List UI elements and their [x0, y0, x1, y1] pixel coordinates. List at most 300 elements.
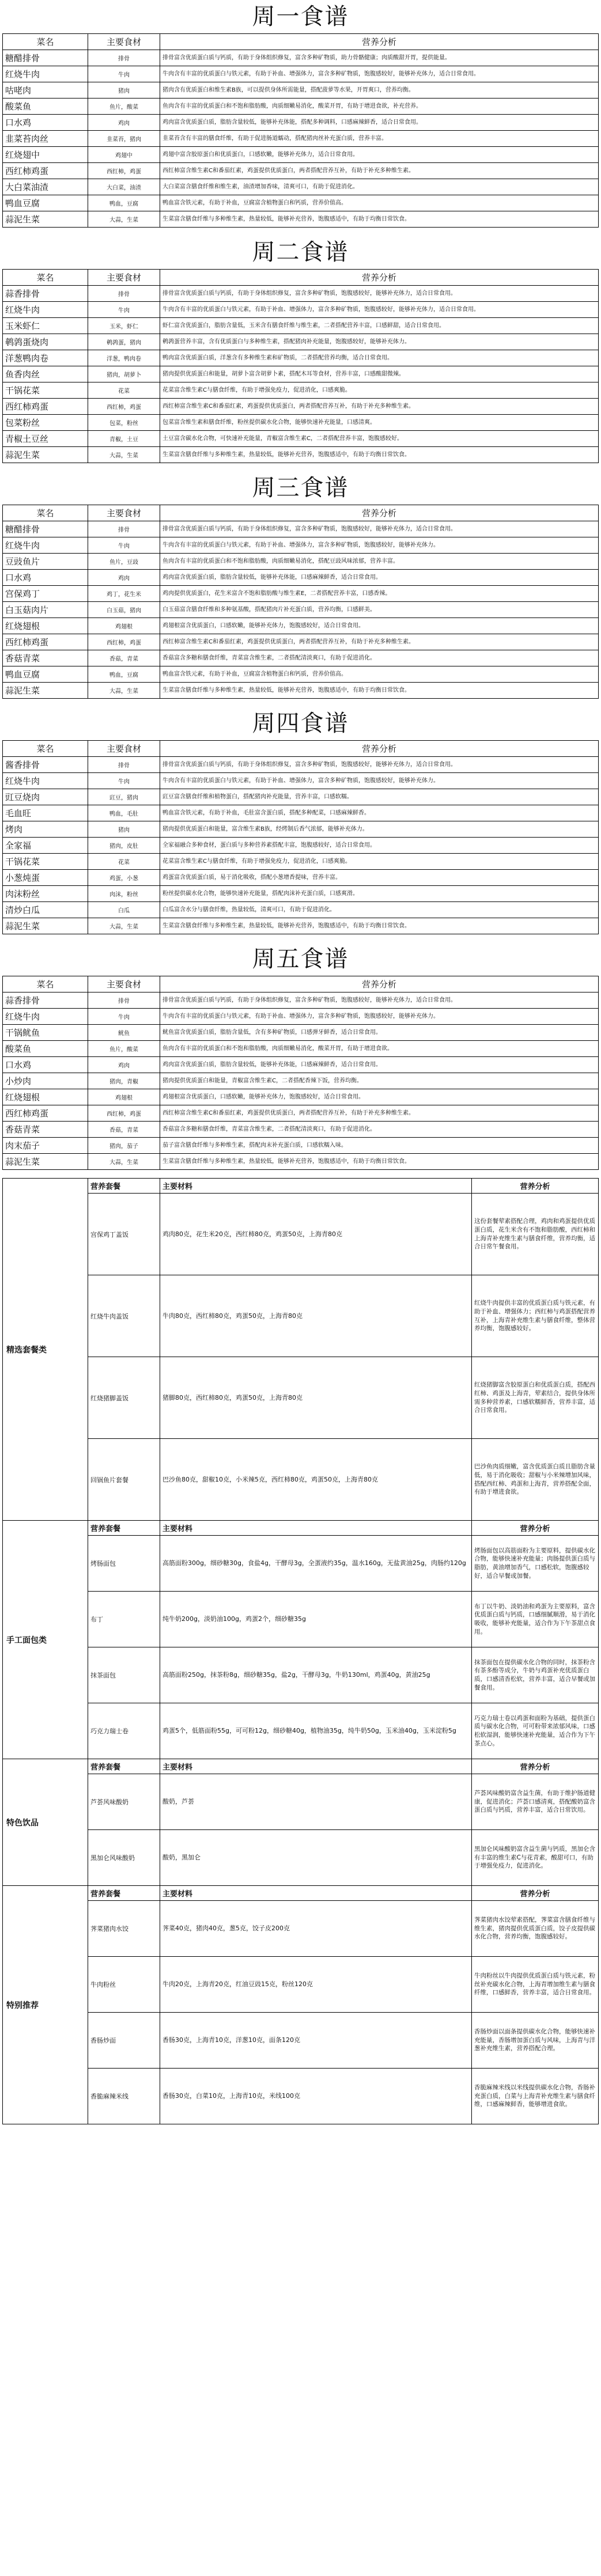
daily-menu-table: [2, 33, 599, 228]
table-row: [3, 415, 599, 431]
dish-nutrition: 大白菜富含膳食纤维和维生素，油渣增加香味，清爽可口，有助于促进消化。: [160, 179, 599, 195]
table-row: [3, 1957, 599, 2013]
table-row: [3, 1089, 599, 1105]
dish-name: 宫保鸡丁: [3, 586, 88, 602]
dish-nutrition: 鱼肉含有丰富的优质蛋白和不饱和脂肪酸，肉质细嫩易消化，酸菜开胃，有助于增进食欲，补充营养。: [160, 99, 599, 115]
dish-nutrition: 虾仁富含优质蛋白，脂肪含量低，玉米含有膳食纤维与维生素，二者搭配营养丰富，口感鲜甜，适合日常食用。: [160, 318, 599, 334]
set-nutrition: 芦荟风味酸奶富含益生菌，有助于维护肠道健康，促进消化；芦荟口感清爽，搭配酸奶富含蛋白质与钙质，营养丰富，适合日常饮用。: [472, 1774, 599, 1830]
table-row: [3, 1041, 599, 1057]
dish-name: 蒜泥生菜: [3, 1154, 88, 1170]
dish-ingredients: 鱿鱼: [88, 1025, 160, 1041]
dish-ingredients: 牛肉: [88, 66, 160, 82]
dish-nutrition: 西红柿富含维生素C和番茄红素，鸡蛋提供优质蛋白，两者搭配营养互补，有助于补充多种维生素。: [160, 634, 599, 650]
dish-nutrition: 香菇富含多糖和膳食纤维，青菜富含维生素，二者搭配清淡爽口，有助于促进消化。: [160, 650, 599, 666]
table-row: [3, 757, 599, 773]
set-materials: 牛肉20克，上海青20克，红油豆豉15克，粉丝120克: [160, 1957, 472, 2013]
set-name: 宫保鸡丁盖饭: [88, 1194, 160, 1275]
dish-ingredients: 排骨: [88, 521, 160, 537]
dish-nutrition: 全家福融合多种食材，蛋白质与多种营养素搭配丰富，饱腹感较好，适合日常食用。: [160, 838, 599, 854]
table-row: [3, 570, 599, 586]
table-header-row: [3, 976, 599, 992]
dish-nutrition: 排骨富含优质蛋白质与钙质，有助于身体组织修复，富含多种矿物质，饱腹感较好，能够补充体力，适合日常食用。: [160, 521, 599, 537]
set-nutrition: 香肠炒面以面条提供碳水化合物，能够快速补充能量，香肠增加蛋白质与风味，上海青与洋葱补充维生素，营养搭配合理。: [472, 2013, 599, 2069]
table-row: [3, 447, 599, 463]
daily-menu-table: [2, 505, 599, 699]
dish-name: 蒜泥生菜: [3, 211, 88, 228]
set-materials: 酸奶，芦荟: [160, 1774, 472, 1830]
dish-ingredients: 鱼片，酸菜: [88, 99, 160, 115]
table-row: [3, 1009, 599, 1025]
dish-ingredients: 牛肉: [88, 773, 160, 789]
dish-name: 大白菜油渣: [3, 179, 88, 195]
table-row: [3, 99, 599, 115]
dish-nutrition: 白瓜富含水分与膳食纤维，热量较低，清爽可口，有助于促进消化。: [160, 902, 599, 918]
table-row: [3, 66, 599, 82]
dish-nutrition: 排骨富含优质蛋白质与钙质，有助于身体组织修复，富含多种矿物质，助力骨骼健康；肉质酸甜开胃，提供能量。: [160, 50, 599, 66]
dish-ingredients: 猪肉: [88, 82, 160, 99]
table-row: [3, 666, 599, 683]
header-ingredients: 主要食材: [88, 270, 160, 286]
dish-nutrition: 猪肉提供优质蛋白和能量，富含维生素B族，经烤制后香气浓郁，能够补充体力。: [160, 821, 599, 838]
dish-nutrition: 鸭血富含铁元素，有助于补血，豆腐富含植物蛋白和钙质，营养价值高。: [160, 666, 599, 683]
table-row: [3, 602, 599, 618]
set-name: 香脆麻辣米线: [88, 2069, 160, 2124]
dish-ingredients: 韭菜苔，猪肉: [88, 131, 160, 147]
dish-name: 青椒土豆丝: [3, 431, 88, 447]
set-nutrition: 荠菜猪肉水饺荤素搭配，荠菜富含膳食纤维与维生素，猪肉提供优质蛋白质，饺子皮提供碳水化合物，营养均衡，饱腹感较好。: [472, 1901, 599, 1957]
dish-name: 洋葱鸭肉卷: [3, 350, 88, 366]
dish-nutrition: 生菜富含膳食纤维与多种维生素，热量较低，能够补充营养，饱腹感适中，有助于均衡日常饮食。: [160, 447, 599, 463]
dish-ingredients: 大蒜，生菜: [88, 211, 160, 228]
dish-ingredients: 西红柿，鸡蛋: [88, 634, 160, 650]
table-row: [3, 634, 599, 650]
table-row: [3, 1647, 599, 1703]
dish-name: 西红柿鸡蛋: [3, 399, 88, 415]
dish-name: 香菇青菜: [3, 650, 88, 666]
daily-menu-table: [2, 740, 599, 934]
set-nutrition: 巧克力瑞士卷以鸡蛋和面粉为基础，提供蛋白质与碳水化合物，可可粉带来浓郁风味，口感松软湿润，能够快速补充能量，适合作为下午茶点心。: [472, 1703, 599, 1759]
dish-ingredients: 排骨: [88, 286, 160, 302]
dish-nutrition: 粉丝提供碳水化合物，能够快速补充能量，搭配肉沫补充蛋白质，口感爽滑。: [160, 886, 599, 902]
header-materials: 主要材料: [160, 1179, 472, 1194]
dish-name: 酱香排骨: [3, 757, 88, 773]
dish-ingredients: 大蒜，生菜: [88, 447, 160, 463]
dish-ingredients: 牛肉: [88, 302, 160, 318]
special-menu-table: [2, 1178, 599, 2124]
table-row: [3, 1830, 599, 1886]
dish-ingredients: 玉米，虾仁: [88, 318, 160, 334]
daily-menu-table: [2, 976, 599, 1170]
dish-ingredients: 鹌鹑蛋，猪肉: [88, 334, 160, 350]
dish-name: 鱼香肉丝: [3, 366, 88, 382]
dish-ingredients: 猪肉，青椒: [88, 1073, 160, 1089]
dish-ingredients: 猪肉，皮肚: [88, 838, 160, 854]
dish-name: 红烧牛肉: [3, 773, 88, 789]
dish-ingredients: 鸭血，毛肚: [88, 805, 160, 821]
dish-name: 红烧翅根: [3, 1089, 88, 1105]
dish-name: 玉米虾仁: [3, 318, 88, 334]
dish-nutrition: 鸡肉富含优质蛋白质，脂肪含量较低，能够补充体能，口感麻辣鲜香，适合日常食用。: [160, 570, 599, 586]
table-row: [3, 870, 599, 886]
dish-ingredients: 牛肉: [88, 1009, 160, 1025]
dish-ingredients: 西红柿，鸡蛋: [88, 399, 160, 415]
dish-nutrition: 牛肉含有丰富的优质蛋白与铁元素，有助于补血、增强体力，富含多种矿物质，饱腹感较好，能够补充体力。: [160, 1009, 599, 1025]
header-ingredients: 主要食材: [88, 976, 160, 992]
header-nutrition: 营养分析: [160, 270, 599, 286]
header-nutrition: 营养分析: [160, 976, 599, 992]
table-row: [3, 1357, 599, 1439]
header-materials: 主要材料: [160, 1759, 472, 1774]
section-header-row: [3, 1521, 599, 1536]
table-row: [3, 115, 599, 131]
dish-name: 红烧翅中: [3, 147, 88, 163]
set-materials: 巴沙鱼80克，甜椒10克，小米辣5克，西红柿80克，鸡蛋50克，上海青80克: [160, 1439, 472, 1521]
header-dish: 菜名: [3, 976, 88, 992]
dish-ingredients: 大蒜，生菜: [88, 683, 160, 699]
header-ingredients: 主要食材: [88, 505, 160, 521]
set-materials: 酸奶，黑加仑: [160, 1830, 472, 1886]
table-row: [3, 683, 599, 699]
dish-ingredients: 大蒜，生菜: [88, 918, 160, 934]
dish-name: 蒜泥生菜: [3, 447, 88, 463]
dish-ingredients: 香菇，青菜: [88, 1122, 160, 1138]
dish-ingredients: 西红柿，鸡蛋: [88, 1105, 160, 1122]
set-name: 牛肉粉丝: [88, 1957, 160, 2013]
dish-ingredients: 大蒜，生菜: [88, 1154, 160, 1170]
dish-ingredients: 豇豆，猪肉: [88, 789, 160, 805]
dish-ingredients: 白玉菇，猪肉: [88, 602, 160, 618]
set-nutrition: 红烧牛肉提供丰富的优质蛋白质与铁元素，有助于补血、增强体力；西红柿与鸡蛋搭配营养互补，上海青补充维生素与膳食纤维，整体营养均衡，饱腹感较好。: [472, 1275, 599, 1357]
header-dish: 菜名: [3, 505, 88, 521]
dish-ingredients: 鸡肉: [88, 570, 160, 586]
table-row: [3, 918, 599, 934]
table-row: [3, 1194, 599, 1275]
table-row: [3, 147, 599, 163]
table-row: [3, 366, 599, 382]
dish-nutrition: 香菇富含多糖和膳食纤维，青菜富含维生素，二者搭配清淡爽口，有助于促进消化。: [160, 1122, 599, 1138]
dish-name: 红烧翅根: [3, 618, 88, 634]
set-name: 烤肠面包: [88, 1536, 160, 1592]
table-row: [3, 821, 599, 838]
table-header-row: [3, 34, 599, 50]
set-nutrition: 抹茶面包在提供碳水化合物的同时，抹茶粉含有茶多酚等成分，牛奶与鸡蛋补充优质蛋白质，口感清香松软，营养丰富，适合早餐或加餐食用。: [472, 1647, 599, 1703]
table-row: [3, 382, 599, 399]
dish-name: 白玉菇肉片: [3, 602, 88, 618]
dish-name: 红烧牛肉: [3, 1009, 88, 1025]
table-row: [3, 2013, 599, 2069]
table-row: [3, 195, 599, 211]
table-row: [3, 992, 599, 1009]
dish-name: 咕咾肉: [3, 82, 88, 99]
dish-nutrition: 西红柿富含维生素C和番茄红素，鸡蛋提供优质蛋白，两者搭配营养互补，有助于补充多种维生素。: [160, 399, 599, 415]
table-row: [3, 1057, 599, 1073]
day-title: 周二食谱: [252, 239, 349, 266]
table-row: [3, 886, 599, 902]
dish-nutrition: 鸡蛋富含优质蛋白质，易于消化吸收，搭配小葱增香提味，营养丰富。: [160, 870, 599, 886]
set-nutrition: 香脆麻辣米线以米线提供碳水化合物，香肠补充蛋白质，白菜与上海青补充维生素与膳食纤维，口感麻辣鲜香，能够增进食欲。: [472, 2069, 599, 2124]
header-set-name: 营养套餐: [88, 1179, 160, 1194]
dish-nutrition: 西红柿富含维生素C和番茄红素，鸡蛋提供优质蛋白，两者搭配营养互补，有助于补充多种维生素。: [160, 1105, 599, 1122]
dish-name: 干锅花菜: [3, 854, 88, 870]
dish-name: 干锅花菜: [3, 382, 88, 399]
dish-ingredients: 肉沫，粉丝: [88, 886, 160, 902]
table-row: [3, 350, 599, 366]
dish-ingredients: 鸡翅中: [88, 147, 160, 163]
table-row: [3, 773, 599, 789]
table-row: [3, 2069, 599, 2124]
set-nutrition: 烤肠面包以高筋面粉为主要原料，提供碳水化合物，能够快速补充能量；肉肠提供蛋白质与脂肪，黄油增加香气，口感松软，饱腹感较好，适合早餐或加餐。: [472, 1536, 599, 1592]
dish-nutrition: 生菜富含膳食纤维与多种维生素，热量较低，能够补充营养，饱腹感适中，有助于均衡日常饮食。: [160, 683, 599, 699]
dish-nutrition: 韭菜苔含有丰富的膳食纤维，有助于促进肠道蠕动，搭配猪肉丝补充蛋白质，营养丰富。: [160, 131, 599, 147]
table-header-row: [3, 505, 599, 521]
dish-nutrition: 生菜富含膳食纤维与多种维生素，热量较低，能够补充营养，饱腹感适中，有助于均衡日常饮食。: [160, 1154, 599, 1170]
table-row: [3, 1105, 599, 1122]
dish-name: 口水鸡: [3, 570, 88, 586]
section-header-row: [3, 1759, 599, 1774]
section-category: 特别推荐: [3, 1886, 88, 2124]
dish-name: 糖醋排骨: [3, 50, 88, 66]
table-header-row: [3, 741, 599, 757]
dish-ingredients: 鸭血，豆腐: [88, 666, 160, 683]
set-name: 红烧猪脚盖饭: [88, 1357, 160, 1439]
dish-name: 小炒肉: [3, 1073, 88, 1089]
dish-ingredients: 排骨: [88, 992, 160, 1009]
dish-name: 糖醋排骨: [3, 521, 88, 537]
table-row: [3, 618, 599, 634]
dish-name: 蒜泥生菜: [3, 918, 88, 934]
header-dish: 菜名: [3, 34, 88, 50]
dish-name: 全家福: [3, 838, 88, 854]
table-row: [3, 1536, 599, 1592]
dish-nutrition: 牛肉含有丰富的优质蛋白与铁元素，有助于补血、增强体力，富含多种矿物质，饱腹感较好，能够补充体力。: [160, 537, 599, 554]
dish-ingredients: 鸡翅根: [88, 618, 160, 634]
section-category: 手工面包类: [3, 1521, 88, 1759]
dish-ingredients: 鱼片，豆豉: [88, 554, 160, 570]
set-name: 香肠炒面: [88, 2013, 160, 2069]
dish-nutrition: 西红柿富含维生素C和番茄红素，鸡蛋提供优质蛋白，两者搭配营养互补，有助于补充多种维生素。: [160, 163, 599, 179]
table-row: [3, 1275, 599, 1357]
table-row: [3, 211, 599, 228]
dish-name: 蒜香排骨: [3, 286, 88, 302]
header-nutrition: 营养分析: [160, 741, 599, 757]
dish-name: 口水鸡: [3, 115, 88, 131]
header-nutrition: 营养分析: [160, 34, 599, 50]
header-ingredients: 主要食材: [88, 741, 160, 757]
table-row: [3, 1439, 599, 1521]
dish-name: 红烧牛肉: [3, 537, 88, 554]
dish-nutrition: 鸡翅根富含优质蛋白，口感软嫩，能够补充体力，饱腹感较好，适合日常食用。: [160, 1089, 599, 1105]
dish-nutrition: 鸡肉提供优质蛋白，花生米富含不饱和脂肪酸与维生素E，二者搭配营养丰富，口感香辣。: [160, 586, 599, 602]
table-row: [3, 1592, 599, 1647]
set-name: 芦荟风味酸奶: [88, 1774, 160, 1830]
set-materials: 鸡肉80克，花生米20克，西红柿80克，鸡蛋50克，上海青80克: [160, 1194, 472, 1275]
set-name: 布丁: [88, 1592, 160, 1647]
set-name: 荠菜猪肉水饺: [88, 1901, 160, 1957]
dish-nutrition: 鸡翅中富含胶原蛋白和优质蛋白，口感软嫩，能够补充体力，适合日常食用。: [160, 147, 599, 163]
set-materials: 香肠30克，上海青10克，洋葱10克，面条120克: [160, 2013, 472, 2069]
day-title: 周四食谱: [252, 710, 349, 737]
dish-nutrition: 牛肉含有丰富的优质蛋白与铁元素，有助于补血、增强体力，富含多种矿物质，饱腹感较好，能够补充体力，适合日常食用。: [160, 302, 599, 318]
dish-nutrition: 鸡翅根富含优质蛋白，口感软嫩，能够补充体力，饱腹感较好，适合日常食用。: [160, 618, 599, 634]
dish-ingredients: 猪肉，茄子: [88, 1138, 160, 1154]
dish-name: 酸菜鱼: [3, 99, 88, 115]
dish-nutrition: 鸡肉富含优质蛋白质，脂肪含量较低，能够补充体能，搭配多种调料，口感麻辣鲜香，适合日常食用。: [160, 115, 599, 131]
dish-name: 鹌鹑蛋烧肉: [3, 334, 88, 350]
dish-nutrition: 排骨富含优质蛋白质与钙质，有助于身体组织修复，富含多种矿物质，饱腹感较好，能够补充体力，适合日常食用。: [160, 286, 599, 302]
dish-nutrition: 鱿鱼富含优质蛋白质，脂肪含量低，含有多种矿物质，口感弹牙鲜香，适合日常食用。: [160, 1025, 599, 1041]
table-row: [3, 838, 599, 854]
dish-nutrition: 牛肉含有丰富的优质蛋白与铁元素，有助于补血、增强体力，富含多种矿物质，饱腹感较好，能够补充体力。: [160, 773, 599, 789]
section-category: 特色饮品: [3, 1759, 88, 1886]
header-ingredients: 主要食材: [88, 34, 160, 50]
dish-name: 西红柿鸡蛋: [3, 634, 88, 650]
dish-name: 口水鸡: [3, 1057, 88, 1073]
set-nutrition: 牛肉粉丝以牛肉提供优质蛋白质与铁元素，粉丝补充碳水化合物，上海青增加维生素与膳食纤维，口感鲜香，营养丰富，适合日常食用。: [472, 1957, 599, 2013]
set-name: 红烧牛肉盖饭: [88, 1275, 160, 1357]
set-materials: 鸡蛋5个，低筋面粉55g，可可粉12g，细砂糖40g，植物油35g，纯牛奶50g，玉米油40g，玉米淀粉5g: [160, 1703, 472, 1759]
dish-nutrition: 鸭肉富含优质蛋白质，洋葱含有多种维生素和矿物质，二者搭配营养均衡，适合日常食用。: [160, 350, 599, 366]
dish-ingredients: 花菜: [88, 382, 160, 399]
dish-name: 肉沫粉丝: [3, 886, 88, 902]
table-row: [3, 650, 599, 666]
dish-nutrition: 猪肉含有优质蛋白和维生素B族，可以提供身体所需能量，搭配菠萝等水果，开胃爽口，营养均衡。: [160, 82, 599, 99]
set-nutrition: 红烧猪脚富含胶原蛋白和优质蛋白质，搭配西红柿、鸡蛋及上海青，荤素结合，提供身体所需多种营养素，口感软糯鲜香，营养丰富，适合日常食用。: [472, 1357, 599, 1439]
table-row: [3, 431, 599, 447]
table-row: [3, 1774, 599, 1830]
set-nutrition: 布丁以牛奶、淡奶油和鸡蛋为主要原料，富含优质蛋白质与钙质，口感细腻顺滑，易于消化吸收，能够补充能量，适合作为下午茶甜点食用。: [472, 1592, 599, 1647]
set-nutrition: 黑加仑风味酸奶富含益生菌与钙质，黑加仑含有丰富的维生素C与花青素，酸甜可口，有助于增强免疫力，促进消化。: [472, 1830, 599, 1886]
table-row: [3, 179, 599, 195]
dish-nutrition: 土豆富含碳水化合物，可快速补充能量，青椒富含维生素C，二者搭配营养丰富，饱腹感较好。: [160, 431, 599, 447]
set-name: 回锅鱼片套餐: [88, 1439, 160, 1521]
set-materials: 高筋面粉250g，抹茶粉8g，细砂糖35g，盐2g，干酵母3g，牛奶130ml，鸡蛋40g，黄油25g: [160, 1647, 472, 1703]
dish-ingredients: 大白菜，油渣: [88, 179, 160, 195]
set-materials: 高筋面粉300g，细砂糖30g，食盐4g，干酵母3g，全蛋液约35g，温水160g，无盐黄油25g，肉肠约120g: [160, 1536, 472, 1592]
dish-name: 肉末茄子: [3, 1138, 88, 1154]
table-row: [3, 1703, 599, 1759]
table-row: [3, 1901, 599, 1957]
header-set-name: 营养套餐: [88, 1521, 160, 1536]
dish-ingredients: 青椒，土豆: [88, 431, 160, 447]
header-nutrition: 营养分析: [472, 1521, 599, 1536]
dish-nutrition: 白玉菇富含膳食纤维和多种氨基酸，搭配猪肉片补充蛋白质，营养均衡，口感鲜美。: [160, 602, 599, 618]
table-row: [3, 521, 599, 537]
header-nutrition: 营养分析: [472, 1179, 599, 1194]
dish-nutrition: 鱼肉含有丰富的优质蛋白和不饱和脂肪酸，肉质细嫩易消化，搭配豆豉风味浓郁，营养丰富。: [160, 554, 599, 570]
table-row: [3, 789, 599, 805]
daily-menu-table: [2, 269, 599, 463]
dish-name: 红烧牛肉: [3, 66, 88, 82]
dish-name: 毛血旺: [3, 805, 88, 821]
header-materials: 主要材料: [160, 1521, 472, 1536]
dish-ingredients: 白瓜: [88, 902, 160, 918]
table-row: [3, 50, 599, 66]
table-row: [3, 1154, 599, 1170]
dish-ingredients: 西红柿，鸡蛋: [88, 163, 160, 179]
dish-nutrition: 生菜富含膳食纤维与多种维生素，热量较低，能够补充营养，饱腹感适中，有助于均衡日常饮食。: [160, 918, 599, 934]
dish-name: 鸭血豆腐: [3, 666, 88, 683]
dish-ingredients: 鸡肉: [88, 1057, 160, 1073]
set-nutrition: 这份套餐荤素搭配合理，鸡肉和鸡蛋提供优质蛋白质，花生米含有不饱和脂肪酸，西红柿和上海青补充维生素与膳食纤维，营养均衡，适合日常午餐食用。: [472, 1194, 599, 1275]
set-nutrition: 巴沙鱼肉质细嫩，富含优质蛋白质且脂肪含量低，易于消化吸收；甜椒与小米辣增加风味，搭配西红柿、鸡蛋和上海青，营养搭配全面，有助于增进食欲。: [472, 1439, 599, 1521]
dish-name: 烤肉: [3, 821, 88, 838]
dish-name: 蒜泥生菜: [3, 683, 88, 699]
dish-name: 鸭血豆腐: [3, 195, 88, 211]
table-row: [3, 902, 599, 918]
dish-name: 香菇青菜: [3, 1122, 88, 1138]
table-row: [3, 82, 599, 99]
dish-name: 红烧牛肉: [3, 302, 88, 318]
table-row: [3, 854, 599, 870]
dish-nutrition: 生菜富含膳食纤维与多种维生素，热量较低，能够补充营养，饱腹感适中，有助于均衡日常饮食。: [160, 211, 599, 228]
header-nutrition: 营养分析: [160, 505, 599, 521]
dish-name: 韭菜苔肉丝: [3, 131, 88, 147]
table-row: [3, 1122, 599, 1138]
dish-name: 包菜粉丝: [3, 415, 88, 431]
table-row: [3, 131, 599, 147]
dish-ingredients: 鸭血，豆腐: [88, 195, 160, 211]
dish-name: 清炒白瓜: [3, 902, 88, 918]
table-row: [3, 163, 599, 179]
dish-ingredients: 鸡肉: [88, 115, 160, 131]
dish-nutrition: 排骨富含优质蛋白质与钙质，有助于身体组织修复，富含多种矿物质，饱腹感较好，能够补充体力，适合日常食用。: [160, 757, 599, 773]
dish-ingredients: 洋葱，鸭肉卷: [88, 350, 160, 366]
table-row: [3, 302, 599, 318]
dish-ingredients: 鸡翅根: [88, 1089, 160, 1105]
dish-ingredients: 排骨: [88, 50, 160, 66]
dish-nutrition: 鸡肉富含优质蛋白质，脂肪含量较低，能够补充体能，口感麻辣鲜香，适合日常食用。: [160, 1057, 599, 1073]
dish-nutrition: 包菜富含维生素和膳食纤维，粉丝提供碳水化合物，能够快速补充能量，口感清爽。: [160, 415, 599, 431]
dish-nutrition: 鸭血富含铁元素，有助于补血，豆腐富含植物蛋白和钙质，营养价值高。: [160, 195, 599, 211]
dish-nutrition: 排骨富含优质蛋白质与钙质，有助于身体组织修复，富含多种矿物质，饱腹感较好，能够补充体力，适合日常食用。: [160, 992, 599, 1009]
dish-name: 小葱炖蛋: [3, 870, 88, 886]
header-dish: 菜名: [3, 270, 88, 286]
header-nutrition: 营养分析: [472, 1759, 599, 1774]
dish-nutrition: 猪肉提供优质蛋白和能量，胡萝卜富含胡萝卜素，搭配木耳等食材，营养丰富，口感酸甜微辣。: [160, 366, 599, 382]
dish-ingredients: 鱼片，酸菜: [88, 1041, 160, 1057]
set-materials: 纯牛奶200g，淡奶油100g，鸡蛋2个，细砂糖35g: [160, 1592, 472, 1647]
dish-name: 蒜香排骨: [3, 992, 88, 1009]
dish-name: 豆豉鱼片: [3, 554, 88, 570]
dish-ingredients: 香菇，青菜: [88, 650, 160, 666]
set-materials: 荠菜40克，猪肉40克，葱5克，饺子皮200克: [160, 1901, 472, 1957]
header-set-name: 营养套餐: [88, 1759, 160, 1774]
dish-ingredients: 包菜，粉丝: [88, 415, 160, 431]
dish-ingredients: 猪肉: [88, 821, 160, 838]
header-set-name: 营养套餐: [88, 1886, 160, 1901]
section-header-row: [3, 1886, 599, 1901]
dish-name: 酸菜鱼: [3, 1041, 88, 1057]
dish-ingredients: 排骨: [88, 757, 160, 773]
set-name: 黑加仑风味酸奶: [88, 1830, 160, 1886]
dish-nutrition: 豇豆富含膳食纤维和植物蛋白，搭配猪肉补充能量，营养丰富，口感软糯。: [160, 789, 599, 805]
set-materials: 香肠30克，白菜10克，上海青10克，米线100克: [160, 2069, 472, 2124]
day-title: 周五食谱: [252, 946, 349, 972]
table-row: [3, 399, 599, 415]
section-header-row: [3, 1179, 599, 1194]
set-materials: 牛肉80克，西红柿80克，鸡蛋50克，上海青80克: [160, 1275, 472, 1357]
dish-ingredients: 鸡蛋，小葱: [88, 870, 160, 886]
dish-name: 西红柿鸡蛋: [3, 163, 88, 179]
dish-name: 干锅鱿鱼: [3, 1025, 88, 1041]
dish-nutrition: 茄子富含膳食纤维与多种维生素，搭配肉末补充蛋白质，口感软糯入味。: [160, 1138, 599, 1154]
header-nutrition: 营养分析: [472, 1886, 599, 1901]
table-header-row: [3, 270, 599, 286]
day-title: 周三食谱: [252, 475, 349, 501]
dish-nutrition: 鹌鹑蛋营养丰富，含有优质蛋白与多种维生素，搭配猪肉补充能量，饱腹感较好，能够补充体力。: [160, 334, 599, 350]
dish-nutrition: 花菜富含维生素C与膳食纤维，有助于增强免疫力，促进消化，口感爽脆。: [160, 382, 599, 399]
dish-nutrition: 鱼肉含有丰富的优质蛋白和不饱和脂肪酸，肉质细嫩易消化，酸菜开胃，有助于增进食欲。: [160, 1041, 599, 1057]
